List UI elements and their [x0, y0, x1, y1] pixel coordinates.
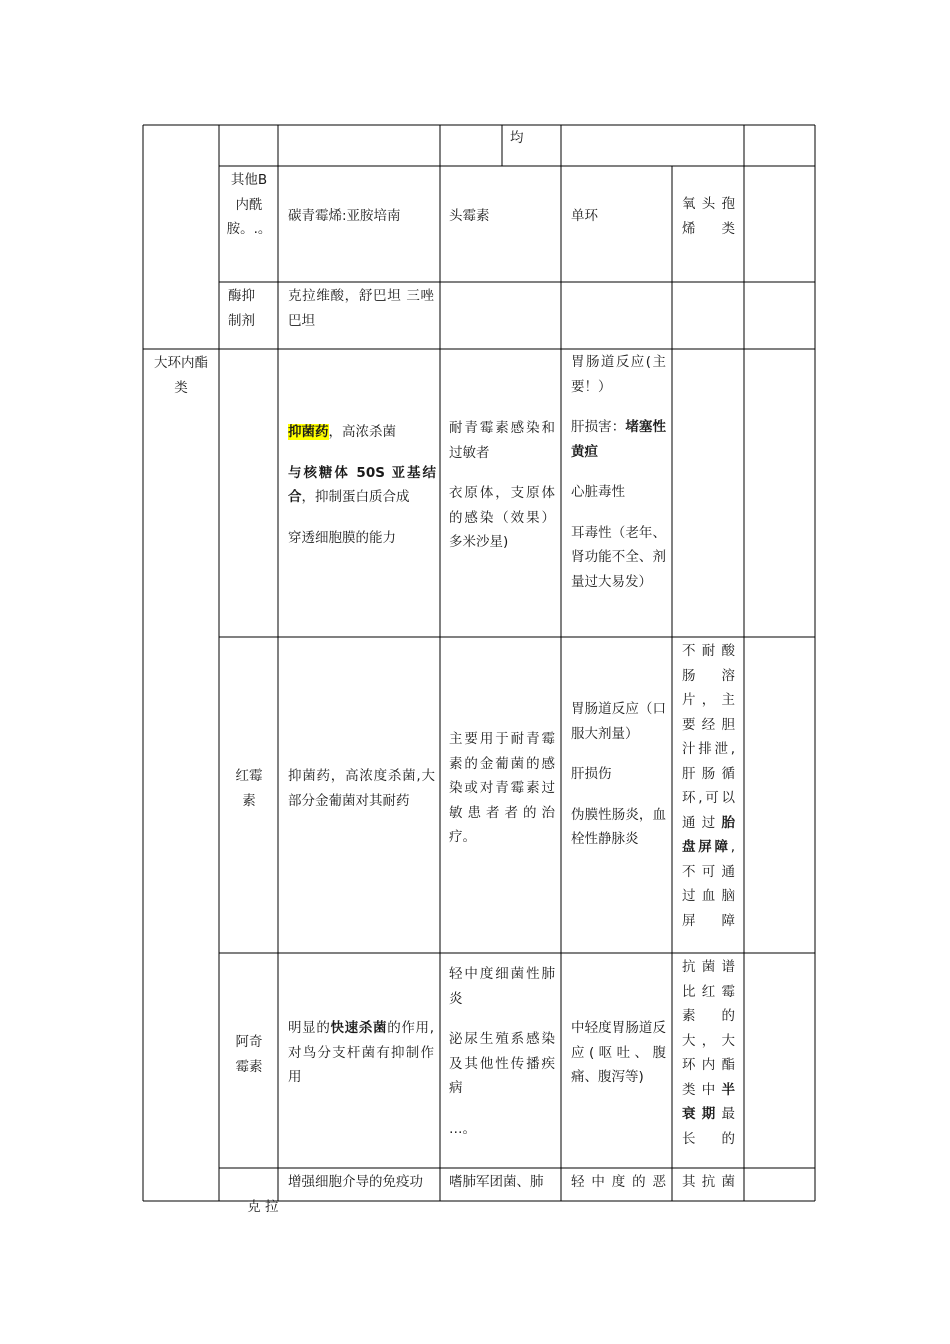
cell-clarithromycin-mechanism [288, 1170, 438, 1195]
cell-text: 阿奇霉素 [235, 1034, 263, 1075]
highlighted-text: 抑菌药 [288, 424, 329, 440]
cell-clarithromycin-indications [449, 1170, 559, 1195]
cell-erythromycin-name [230, 764, 268, 813]
cell-carbapenem [288, 204, 434, 229]
cell-text: 不耐酸肠溶片，主要经胆汁排泄,肝肠循环,可以通过 [682, 643, 735, 831]
cell-macrolide-class [150, 351, 212, 400]
cell-text: 抗菌谱比红霉素的大，大环内酯类中 [682, 959, 735, 1098]
cell-text: 头霉素 [449, 208, 490, 224]
cell-enzyme-inhibitor-category [228, 284, 268, 333]
cell-text: 大环内酯类 [154, 355, 208, 396]
cell-text: 明显的 [288, 1020, 331, 1036]
cell-macrolide-indications [449, 416, 555, 555]
bold-text: 胎盘屏障 [682, 814, 735, 855]
cell-text: …。 [449, 1120, 476, 1137]
bold-text: 半衰期 [682, 1081, 735, 1122]
cell-oxacephem [682, 192, 735, 241]
cell-text: 克 拉 [247, 1198, 279, 1215]
cell-text: 其抗菌 [682, 1174, 735, 1190]
cell-other-b-lactam-category [225, 168, 273, 242]
cell-text: 主要用于耐青霉素的金葡菌的感染或对青霉素过敏患者者的治疗。 [449, 731, 555, 845]
cell-text: 嗜肺军团菌、肺 [449, 1174, 544, 1190]
cell-text: 最长的 [682, 1106, 735, 1147]
cell-clarithromycin-name [230, 1170, 279, 1244]
cell-text: 酶抑制剂 [228, 288, 255, 329]
cell-text: 心脏毒性 [571, 484, 625, 500]
cell-azithromycin-adverse-effects [571, 1016, 666, 1090]
cell-erythromycin-adverse-effects [571, 697, 666, 852]
cell-partial-text [510, 126, 524, 151]
cell-text: 增强细胞介导的免疫功 [288, 1174, 423, 1190]
cell-text: 肝损伤 [571, 766, 612, 782]
cell-text: 轻中度细菌性肺炎 [449, 966, 555, 1007]
cell-text: 泌尿生殖系感染及其他性传播疾病 [449, 1031, 555, 1096]
bold-text: 快速杀菌 [330, 1020, 388, 1036]
cell-erythromycin-mechanism [288, 764, 435, 813]
cell-erythromycin-indications [449, 727, 555, 850]
cell-clarithromycin-adverse-effects [571, 1170, 666, 1195]
cell-azithromycin-name [230, 1030, 268, 1079]
cell-text: 胃肠道反应（口服大剂量） [571, 701, 666, 742]
cell-text: 胃肠道反应(主要！） [571, 354, 666, 395]
cell-azithromycin-features [682, 955, 735, 1151]
cell-text: 单环 [571, 208, 598, 224]
cell-text: 氧头孢烯类 [682, 196, 735, 237]
cell-text: 的作用,对鸟分支杆菌有抑制作用 [288, 1020, 435, 1085]
cell-text: 其他B内酰胺。.。 [226, 172, 272, 237]
cell-text: ,不可通过血脑屏障 [682, 839, 735, 929]
cell-text: 耳毒性（老年、肾功能不全、剂量过大易发） [571, 524, 666, 590]
cell-text: 红霉素 [235, 768, 263, 809]
cell-text: 碳青霉烯:亚胺培南 [288, 208, 401, 224]
cell-text: 衣原体，支原体的感染（效果）多米沙星) [449, 485, 555, 550]
cell-text: 肝损害： [571, 419, 626, 435]
cell-text: ，高浓杀菌 [328, 424, 396, 440]
cell-text: 伪膜性肠炎，血栓性静脉炎 [571, 806, 666, 847]
cell-text: ，抑制蛋白质合成 [301, 489, 410, 505]
cell-text: 耐青霉素感染和过敏者 [449, 420, 555, 461]
cell-erythromycin-pharmacokinetics [682, 639, 735, 933]
cell-text: 中轻度胃肠道反应(呕吐、腹痛、腹泻等) [571, 1020, 666, 1085]
cell-monobactam [571, 204, 666, 229]
cell-text: 均 [510, 130, 524, 146]
cell-text: 穿透细胞膜的能力 [288, 529, 396, 546]
cell-text: 轻中度的恶 [571, 1174, 666, 1190]
cell-text: 克拉维酸，舒巴坦 三唑巴坦 [288, 288, 434, 329]
cell-azithromycin-mechanism [288, 1016, 434, 1090]
bold-text: 与核糖体 50S 亚基结合 [288, 464, 436, 505]
cell-text: 抑菌药，高浓度杀菌,大部分金葡菌对其耐药 [288, 768, 435, 809]
cell-macrolide-adverse-effects [571, 350, 666, 594]
cell-enzyme-inhibitor-drugs [288, 284, 434, 333]
bold-text: 堵塞性黄疸 [571, 419, 667, 460]
cell-cephamycin [449, 204, 555, 229]
cell-azithromycin-indications [449, 962, 555, 1141]
cell-macrolide-mechanism [288, 420, 436, 550]
cell-clarithromycin-features [682, 1170, 735, 1195]
